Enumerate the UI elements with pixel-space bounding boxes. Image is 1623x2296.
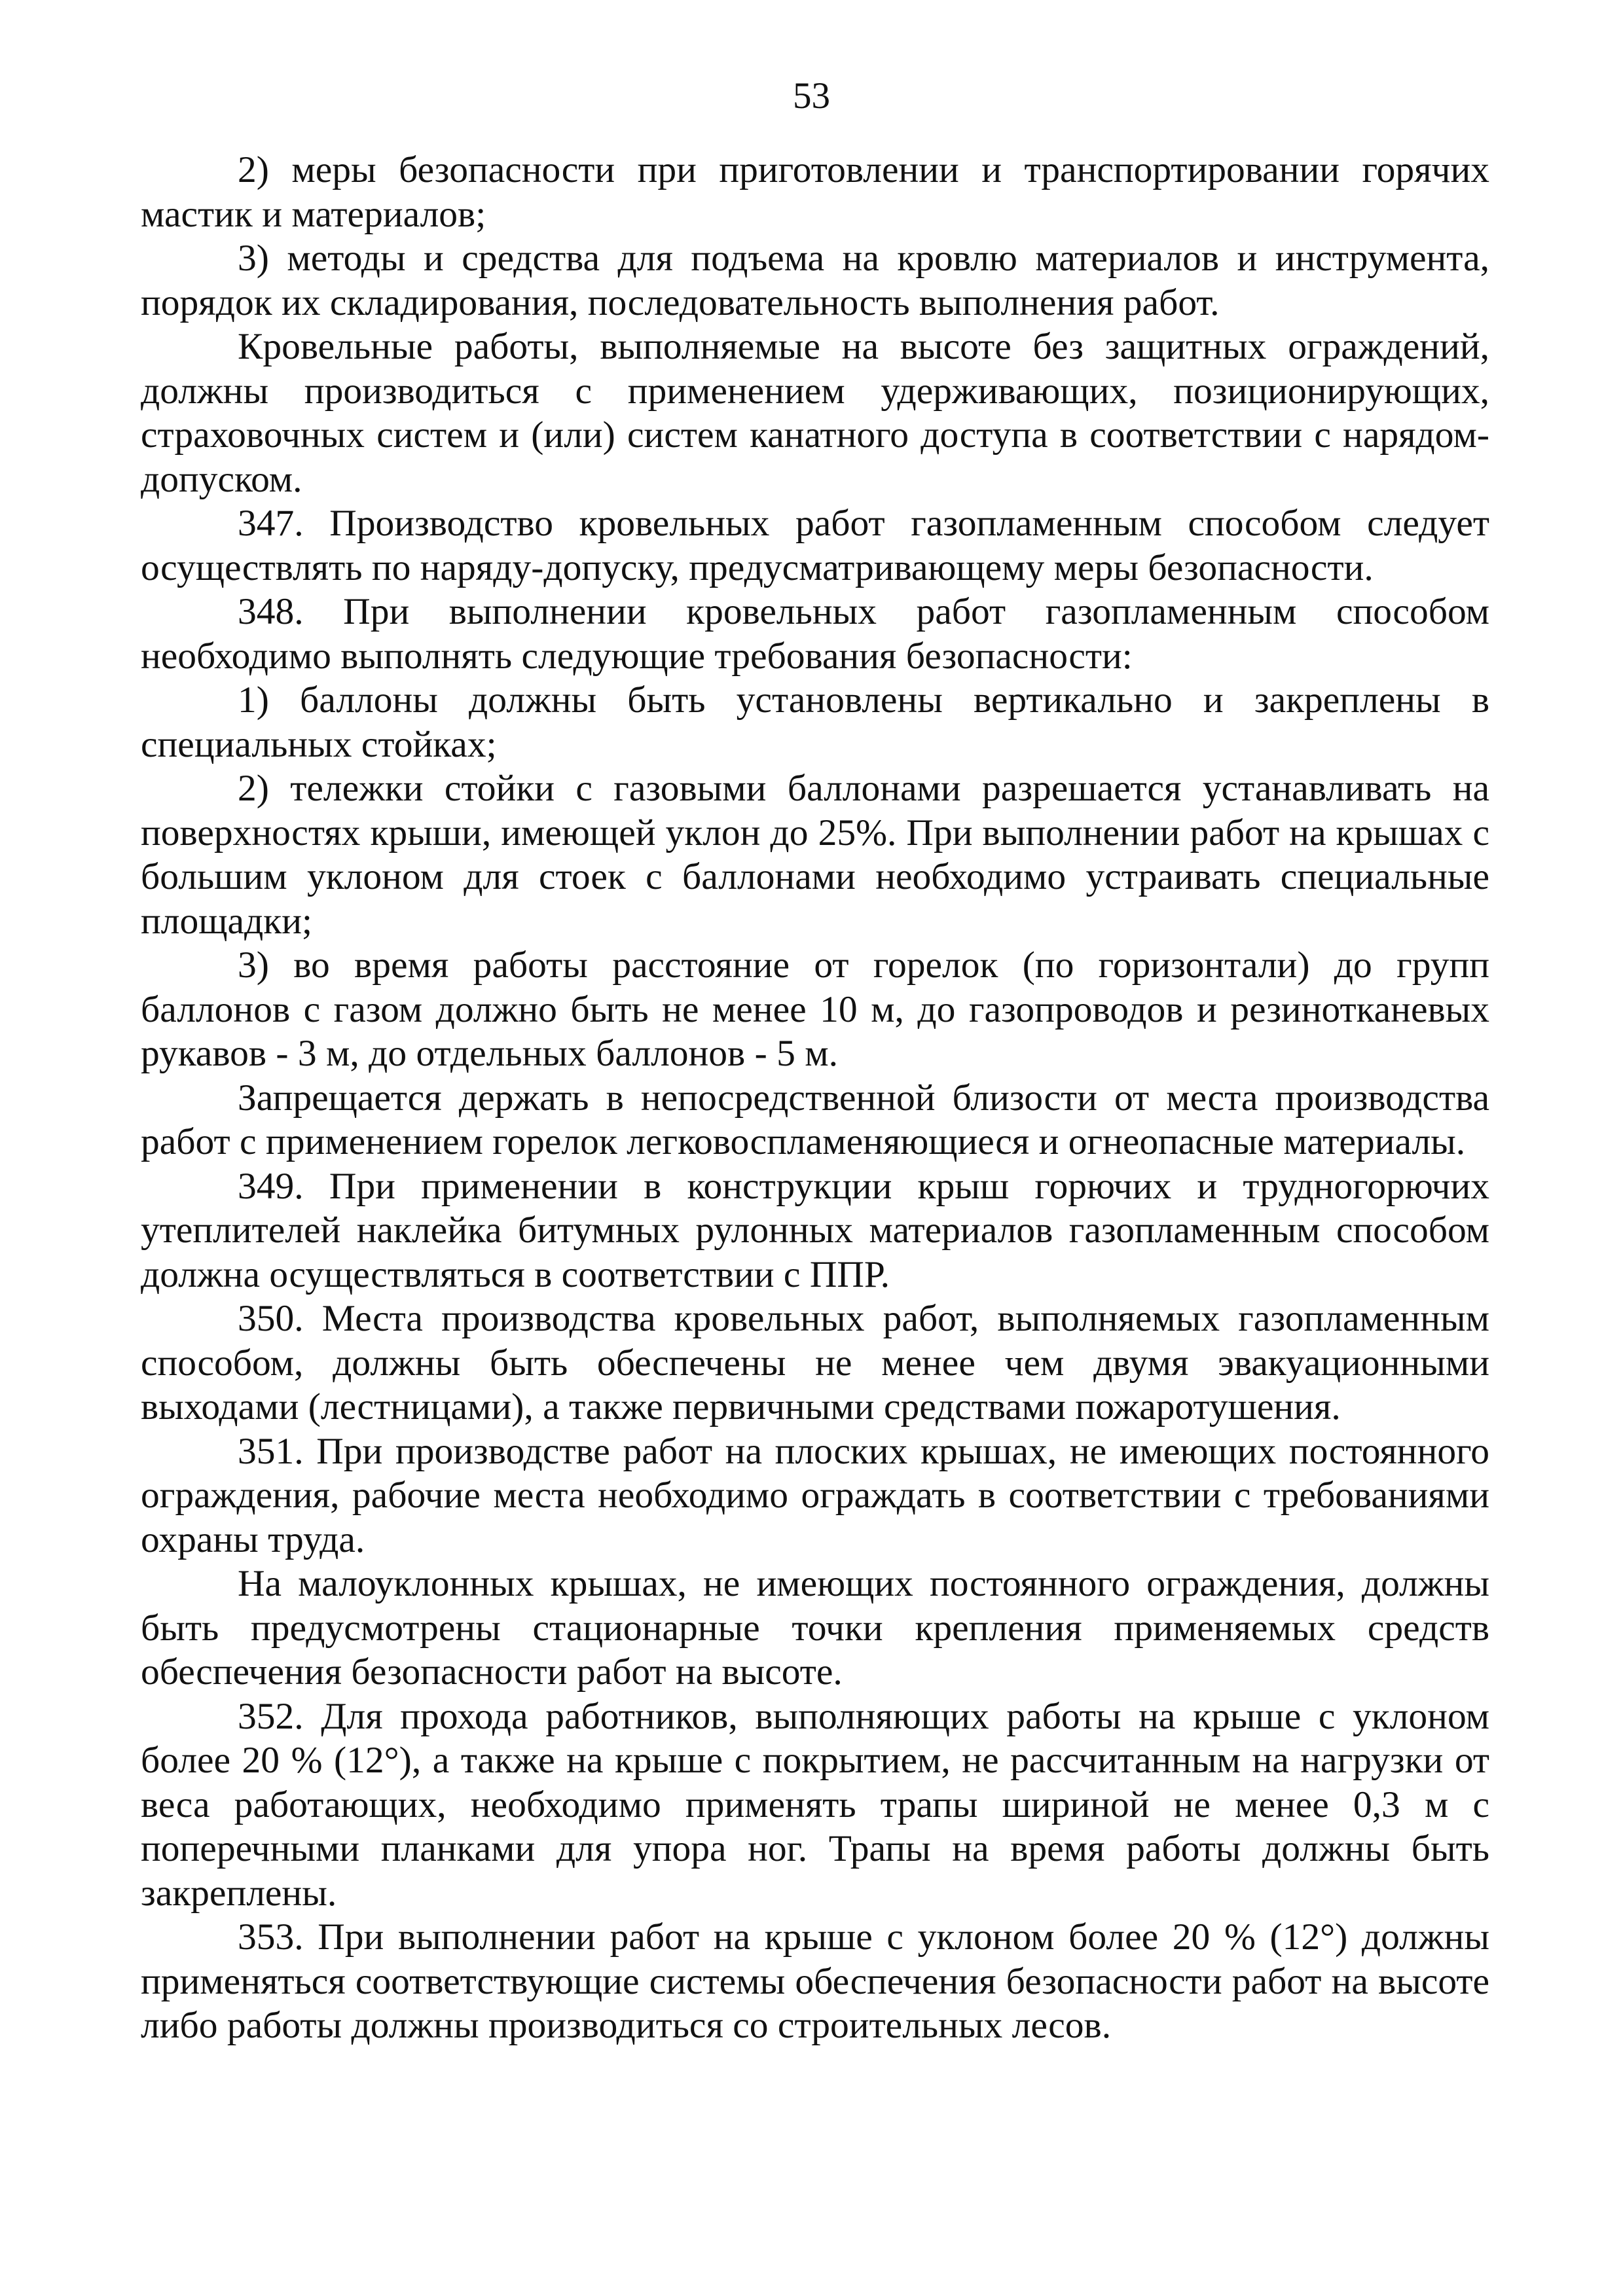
paragraph-low-slope-roofs: На малоуклонных крышах, не имеющих постоянного ограждения, должны быть предусмотрены стационарные точки крепления применяемых средств обеспечения безопасности работ на высоте. [141, 1563, 1489, 1693]
paragraph-348-item-1: 1) баллоны должны быть установлены вертикально и закреплены в специальных стойках; [141, 679, 1489, 765]
paragraph-352: 352. Для прохода работников, выполняющих работы на крыше с уклоном более 20 % (12°), а также на крыше с покрытием, не рассчитанным на нагрузки от веса работающих, необходимо применять трапы шириной не менее 0,3 м с поперечными планками для упора ног. Трапы на время работы должны быть закреплены. [141, 1695, 1489, 1914]
paragraph-roofing-works: Кровельные работы, выполняемые на высоте без защитных ограждений, должны производиться с применением удерживающих, позиционирующих, страховочных систем и (или) систем канатного доступа в соответствии с нарядом-допуском. [141, 326, 1489, 500]
paragraph-351: 351. При производстве работ на плоских крышах, не имеющих постоянного ограждения, рабочие места необходимо ограждать в соответствии с требованиями охраны труда. [141, 1430, 1489, 1560]
page-number: 53 [793, 75, 830, 117]
paragraph-item-3: 3) методы и средства для подъема на кровлю материалов и инструмента, порядок их складирования, последовательность выполнения работ. [141, 238, 1489, 323]
paragraph-prohibition: Запрещается держать в непосредственной близости от места производства работ с применением горелок легковоспламеняющиеся и огнеопасные материалы. [141, 1077, 1489, 1162]
paragraph-350: 350. Места производства кровельных работ, выполняемых газопламенным способом, должны быть обеспечены не менее чем двумя эвакуационными выходами (лестницами), а также первичными средствами пожаротушения. [141, 1298, 1489, 1427]
paragraph-353: 353. При выполнении работ на крыше с уклоном более 20 % (12°) должны применяться соответствующие системы обеспечения безопасности работ на высоте либо работы должны производиться со строительных лесов. [141, 1916, 1489, 2046]
document-body [141, 148, 1489, 2048]
paragraph-348: 348. При выполнении кровельных работ газопламенным способом необходимо выполнять следующие требования безопасности: [141, 591, 1489, 677]
paragraph-347: 347. Производство кровельных работ газопламенным способом следует осуществлять по наряду-допуску, предусматривающему меры безопасности. [141, 503, 1489, 588]
paragraph-348-item-2: 2) тележки стойки с газовыми баллонами разрешается устанавливать на поверхностях крыши, имеющей уклон до 25%. При выполнении работ на крышах с большим уклоном для стоек с баллонами необходимо устраивать специальные площадки; [141, 768, 1489, 942]
paragraph-item-2: 2) меры безопасности при приготовлении и транспортировании горячих мастик и материалов; [141, 149, 1489, 235]
paragraph-349: 349. При применении в конструкции крыш горючих и трудногорючих утеплителей наклейка битумных рулонных материалов газопламенным способом должна осуществляться в соответствии с ППР. [141, 1165, 1489, 1295]
paragraph-348-item-3: 3) во время работы расстояние от горелок (по горизонтали) до групп баллонов с газом должно быть не менее 10 м, до газопроводов и резинотканевых рукавов - 3 м, до отдельных баллонов - 5 м. [141, 944, 1489, 1074]
